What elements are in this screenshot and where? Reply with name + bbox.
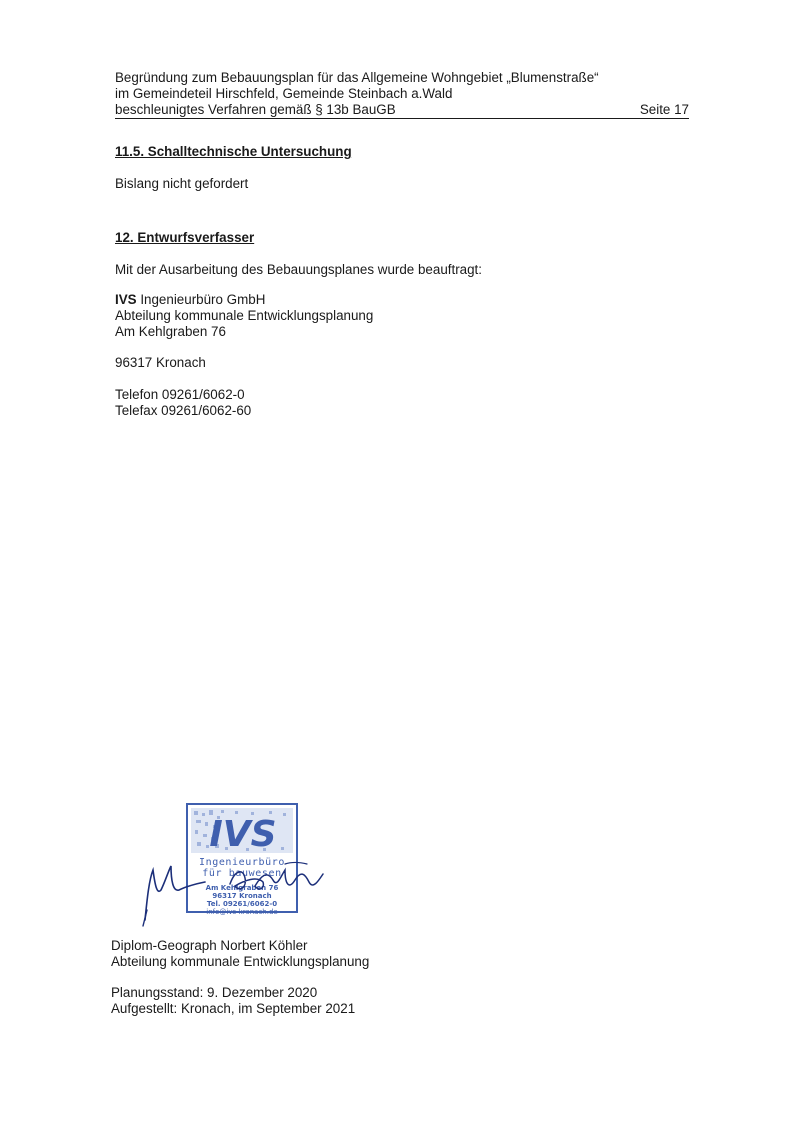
company-fax: Telefax 09261/6062-60 <box>115 403 252 418</box>
section-12-intro: Mit der Ausarbeitung des Bebauungsplanes wurde beauftragt: <box>115 262 482 277</box>
page-number: Seite 17 <box>639 102 689 117</box>
header-divider <box>115 118 689 119</box>
company-name <box>115 292 265 308</box>
header-title-line-1: Begründung zum Bebauungsplan für das Allgemeine Wohngebiet „Blumenstraße“ <box>115 70 599 85</box>
company-name-rest: Ingenieurbüro GmbH <box>136 292 266 307</box>
stamp-line-1: Ingenieurbüro <box>198 857 286 868</box>
svg-text:IVS: IVS <box>209 814 277 853</box>
stamp-line-6: info@ivs-kronach.de <box>206 908 278 916</box>
company-phone: Telefon 09261/6062-0 <box>115 387 245 402</box>
prepared-info: Aufgestellt: Kronach, im September 2021 <box>111 1001 356 1016</box>
handwritten-signature <box>135 840 335 930</box>
company-department: Abteilung kommunale Entwicklungsplanung <box>115 308 374 323</box>
planning-status: Planungsstand: 9. Dezember 2020 <box>111 985 318 1000</box>
signatory-department: Abteilung kommunale Entwicklungsplanung <box>111 954 370 969</box>
section-11-5-text: Bislang nicht gefordert <box>115 176 249 191</box>
header-title-line-2: im Gemeindeteil Hirschfeld, Gemeinde Steinbach a.Wald <box>115 86 453 101</box>
section-12-heading: 12. Entwurfsverfasser <box>115 230 255 245</box>
stamp-line-4: 96317 Kronach <box>212 892 272 900</box>
document-header <box>115 70 689 118</box>
company-name-bold: IVS <box>115 292 137 307</box>
stamp-line-5: Tel. 09261/6062-0 <box>206 900 278 908</box>
company-street: Am Kehlgraben 76 <box>115 324 226 339</box>
signatory-name: Diplom-Geograph Norbert Köhler <box>111 938 308 953</box>
stamp-line-3: Am Kehlgraben 76 <box>205 884 279 892</box>
section-11-5-heading: 11.5. Schalltechnische Untersuchung <box>115 144 352 159</box>
company-city: 96317 Kronach <box>115 355 206 370</box>
header-title-line-3: beschleunigtes Verfahren gemäß § 13b BauGB <box>115 102 396 117</box>
stamp-line-2: für bauwesen <box>202 868 282 879</box>
